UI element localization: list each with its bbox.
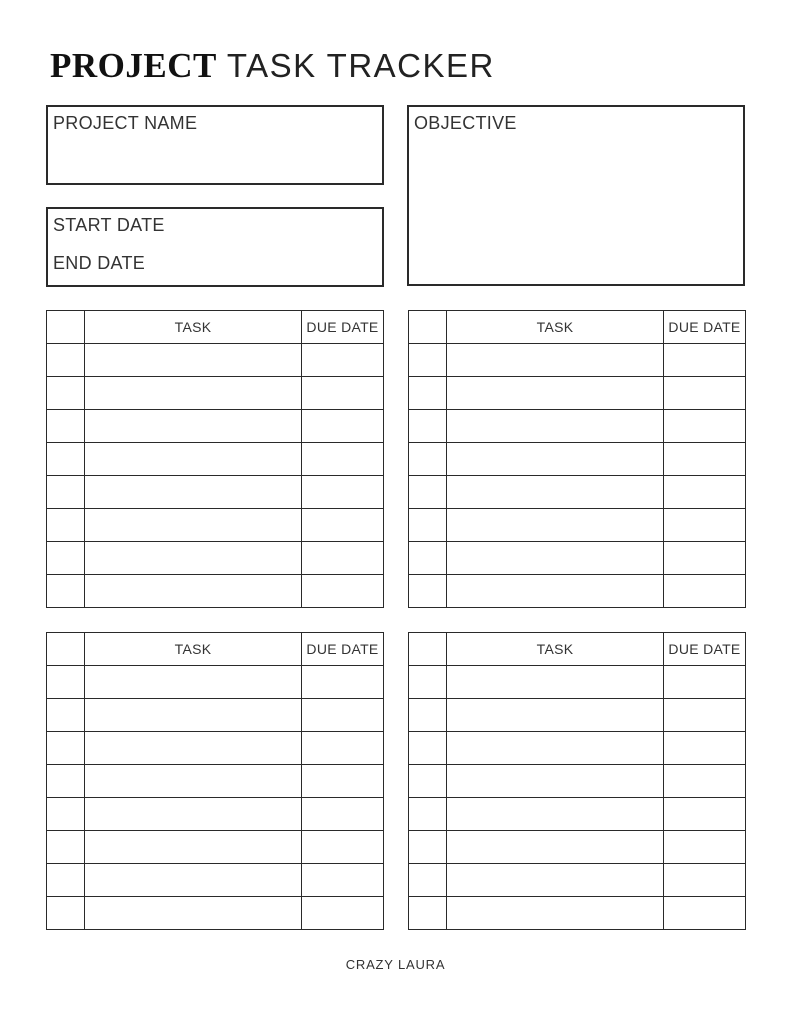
table-row <box>409 765 746 798</box>
title-light: TASK TRACKER <box>226 47 495 84</box>
table-row <box>47 344 384 377</box>
due-date-cell[interactable] <box>664 344 746 377</box>
table-row <box>47 666 384 699</box>
due-date-cell[interactable] <box>664 443 746 476</box>
due-date-cell[interactable] <box>302 699 384 732</box>
table-header-row <box>47 311 384 344</box>
due-date-cell[interactable] <box>664 542 746 575</box>
task-cell[interactable] <box>447 476 664 509</box>
task-table <box>46 310 384 608</box>
dates-box[interactable] <box>46 207 384 287</box>
due-date-cell[interactable] <box>664 509 746 542</box>
check-cell[interactable] <box>47 542 85 575</box>
due-date-cell[interactable] <box>664 476 746 509</box>
table-row <box>47 410 384 443</box>
check-cell[interactable] <box>409 732 447 765</box>
due-date-cell[interactable] <box>664 699 746 732</box>
task-cell[interactable] <box>85 666 302 699</box>
due-date-cell[interactable] <box>664 410 746 443</box>
due-date-cell[interactable] <box>664 897 746 930</box>
task-cell[interactable] <box>447 666 664 699</box>
task-cell[interactable] <box>85 798 302 831</box>
check-cell[interactable] <box>47 765 85 798</box>
table-row <box>409 864 746 897</box>
due-date-cell[interactable] <box>302 864 384 897</box>
due-date-cell[interactable] <box>302 410 384 443</box>
task-cell[interactable] <box>447 443 664 476</box>
table-row <box>409 443 746 476</box>
task-cell[interactable] <box>85 377 302 410</box>
task-cell[interactable] <box>447 732 664 765</box>
check-cell[interactable] <box>409 798 447 831</box>
due-date-column-header: DUE DATE <box>664 633 746 666</box>
due-date-column-header: DUE DATE <box>664 311 746 344</box>
check-cell[interactable] <box>409 864 447 897</box>
due-date-cell[interactable] <box>302 443 384 476</box>
task-cell[interactable] <box>85 864 302 897</box>
task-cell[interactable] <box>447 509 664 542</box>
due-date-cell[interactable] <box>664 575 746 608</box>
check-column-header <box>47 633 85 666</box>
check-cell[interactable] <box>409 410 447 443</box>
task-cell[interactable] <box>447 831 664 864</box>
check-cell[interactable] <box>409 344 447 377</box>
due-date-cell[interactable] <box>664 732 746 765</box>
task-table <box>408 632 746 930</box>
due-date-cell[interactable] <box>302 897 384 930</box>
task-cell[interactable] <box>85 542 302 575</box>
check-cell[interactable] <box>409 509 447 542</box>
task-cell[interactable] <box>85 344 302 377</box>
due-date-cell[interactable] <box>302 377 384 410</box>
table-header-row <box>409 633 746 666</box>
table-row <box>409 897 746 930</box>
task-cell[interactable] <box>85 443 302 476</box>
table-row <box>47 476 384 509</box>
table-row <box>409 732 746 765</box>
check-cell[interactable] <box>47 699 85 732</box>
due-date-cell[interactable] <box>302 542 384 575</box>
table-row <box>409 798 746 831</box>
check-column-header <box>409 633 447 666</box>
task-table <box>46 632 384 930</box>
task-cell[interactable] <box>85 509 302 542</box>
check-cell[interactable] <box>409 377 447 410</box>
table-row <box>409 699 746 732</box>
check-cell[interactable] <box>47 897 85 930</box>
check-cell[interactable] <box>409 575 447 608</box>
check-cell[interactable] <box>47 575 85 608</box>
task-cell[interactable] <box>447 765 664 798</box>
due-date-cell[interactable] <box>302 666 384 699</box>
check-column-header <box>47 311 85 344</box>
check-cell[interactable] <box>47 476 85 509</box>
table-row <box>47 443 384 476</box>
check-cell[interactable] <box>47 831 85 864</box>
table-header-row <box>409 311 746 344</box>
due-date-cell[interactable] <box>302 831 384 864</box>
due-date-cell[interactable] <box>664 831 746 864</box>
check-cell[interactable] <box>47 864 85 897</box>
table-row <box>409 344 746 377</box>
due-date-cell[interactable] <box>664 864 746 897</box>
due-date-cell[interactable] <box>302 798 384 831</box>
due-date-cell[interactable] <box>302 476 384 509</box>
table-row <box>47 864 384 897</box>
table-row <box>409 476 746 509</box>
check-cell[interactable] <box>47 509 85 542</box>
table-row <box>409 666 746 699</box>
start-date-label: START DATE <box>53 215 165 235</box>
check-cell[interactable] <box>409 476 447 509</box>
task-cell[interactable] <box>85 476 302 509</box>
task-cell[interactable] <box>85 732 302 765</box>
check-cell[interactable] <box>409 666 447 699</box>
due-date-cell[interactable] <box>302 344 384 377</box>
objective-box[interactable] <box>407 105 745 286</box>
task-table <box>408 310 746 608</box>
check-cell[interactable] <box>409 765 447 798</box>
task-cell[interactable] <box>85 575 302 608</box>
table-row <box>409 410 746 443</box>
task-cell[interactable] <box>447 897 664 930</box>
table-row <box>47 542 384 575</box>
task-cell[interactable] <box>85 765 302 798</box>
check-cell[interactable] <box>409 443 447 476</box>
table-row <box>47 699 384 732</box>
due-date-cell[interactable] <box>664 798 746 831</box>
objective-label: OBJECTIVE <box>414 113 517 133</box>
title-bold: PROJECT <box>50 46 217 85</box>
table-row <box>409 542 746 575</box>
table-row <box>47 509 384 542</box>
check-cell[interactable] <box>47 666 85 699</box>
task-column-header: TASK <box>85 633 302 666</box>
table-row <box>409 377 746 410</box>
check-cell[interactable] <box>47 344 85 377</box>
task-cell[interactable] <box>447 798 664 831</box>
check-cell[interactable] <box>409 897 447 930</box>
table-row <box>409 575 746 608</box>
task-column-header: TASK <box>85 311 302 344</box>
check-cell[interactable] <box>47 732 85 765</box>
table-row <box>47 377 384 410</box>
table-row <box>47 765 384 798</box>
check-cell[interactable] <box>47 798 85 831</box>
task-cell[interactable] <box>85 410 302 443</box>
table-header-row <box>47 633 384 666</box>
task-column-header: TASK <box>447 633 664 666</box>
due-date-column-header: DUE DATE <box>302 311 384 344</box>
task-cell[interactable] <box>85 699 302 732</box>
task-cell[interactable] <box>447 542 664 575</box>
page-title <box>50 46 495 90</box>
due-date-cell[interactable] <box>302 575 384 608</box>
due-date-cell[interactable] <box>664 666 746 699</box>
project-name-box[interactable] <box>46 105 384 185</box>
table-row <box>47 732 384 765</box>
table-row <box>47 897 384 930</box>
table-row <box>47 798 384 831</box>
table-row <box>409 509 746 542</box>
end-date-label: END DATE <box>53 253 146 273</box>
check-cell[interactable] <box>47 443 85 476</box>
table-row <box>409 831 746 864</box>
check-cell[interactable] <box>409 831 447 864</box>
task-cell[interactable] <box>85 897 302 930</box>
table-row <box>47 831 384 864</box>
due-date-cell[interactable] <box>302 509 384 542</box>
footer-brand: CRAZY LAURA <box>345 957 446 972</box>
task-cell[interactable] <box>447 410 664 443</box>
check-cell[interactable] <box>409 699 447 732</box>
check-cell[interactable] <box>409 542 447 575</box>
task-cell[interactable] <box>447 699 664 732</box>
check-cell[interactable] <box>47 410 85 443</box>
task-cell[interactable] <box>447 344 664 377</box>
project-name-label: PROJECT NAME <box>53 113 198 133</box>
due-date-cell[interactable] <box>302 765 384 798</box>
due-date-cell[interactable] <box>664 765 746 798</box>
task-column-header: TASK <box>447 311 664 344</box>
task-cell[interactable] <box>85 831 302 864</box>
task-cell[interactable] <box>447 575 664 608</box>
due-date-cell[interactable] <box>664 377 746 410</box>
task-cell[interactable] <box>447 864 664 897</box>
check-column-header <box>409 311 447 344</box>
due-date-cell[interactable] <box>302 732 384 765</box>
task-cell[interactable] <box>447 377 664 410</box>
check-cell[interactable] <box>47 377 85 410</box>
due-date-column-header: DUE DATE <box>302 633 384 666</box>
table-row <box>47 575 384 608</box>
